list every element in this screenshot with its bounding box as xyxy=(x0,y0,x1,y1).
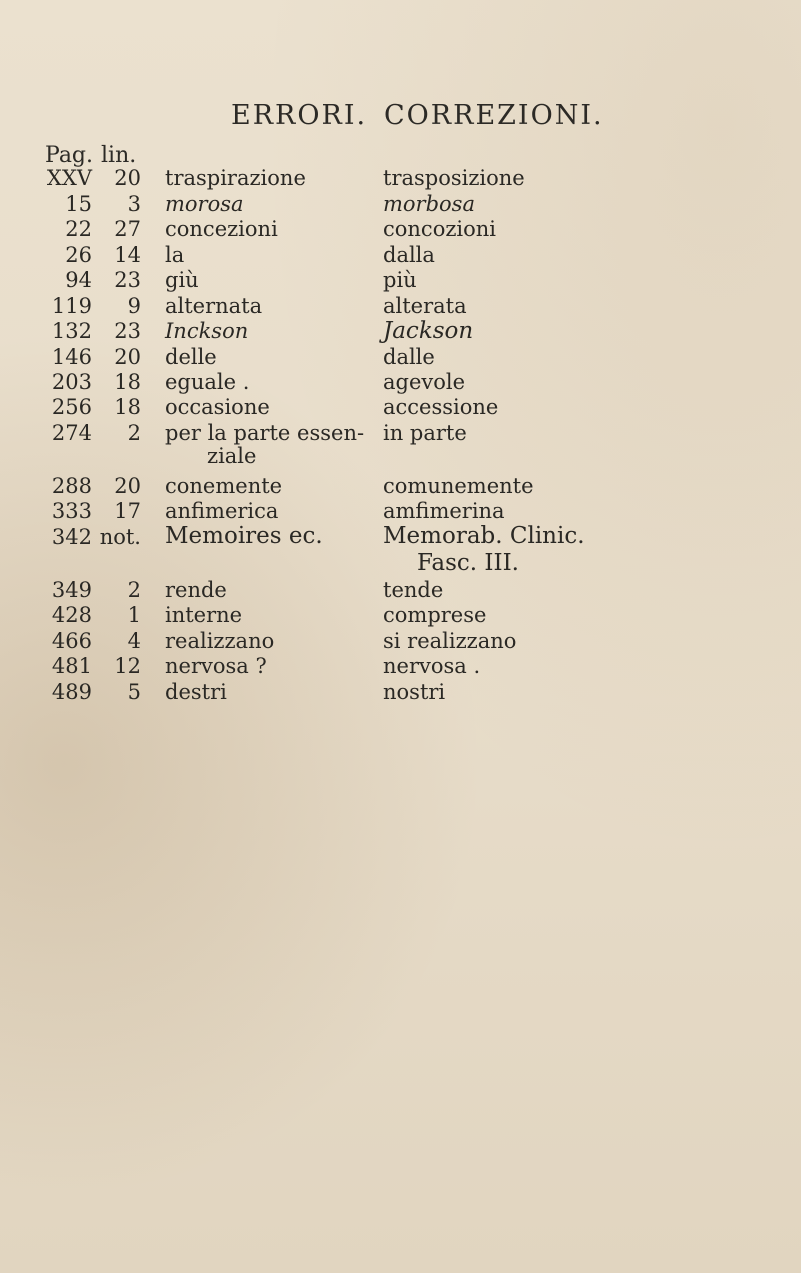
row-error-text: destri xyxy=(165,680,227,704)
row-correction-text: accessione xyxy=(383,395,499,419)
row-correction-text: si realizzano xyxy=(383,629,517,653)
row-page-number: 274 xyxy=(51,421,92,445)
row-error-text: interne xyxy=(165,603,243,627)
row-correction-text: comprese xyxy=(383,603,487,627)
row-line-number: 2 xyxy=(127,578,141,602)
row-error-text: morosa xyxy=(165,192,244,216)
row-correction-text: in parte xyxy=(383,421,467,445)
row-page-number: 489 xyxy=(51,680,92,704)
row-error-text: traspirazione xyxy=(165,166,306,190)
row-line-number: 12 xyxy=(114,654,141,678)
row-page-number: 256 xyxy=(51,395,92,419)
row-correction-text: nostri xyxy=(383,680,446,704)
errori-heading: ERRORI. xyxy=(231,100,368,131)
row-line-number: 18 xyxy=(114,395,141,419)
pag-column-header: Pag. xyxy=(45,143,94,168)
row-error-text: conemente xyxy=(165,474,283,498)
row-correction-text: comunemente xyxy=(383,474,534,498)
row-line-number: 23 xyxy=(114,319,141,343)
row-correction-text: morbosa xyxy=(383,192,475,216)
row-page-number: 119 xyxy=(51,294,92,318)
row-line-number: 23 xyxy=(114,268,141,292)
row-page-number: 333 xyxy=(51,499,92,523)
row-page-number: 481 xyxy=(51,654,92,678)
row-correction-text: Jackson xyxy=(383,318,474,344)
lin-column-header: lin. xyxy=(101,143,137,168)
row-correction-text: Memorab. Clinic. xyxy=(383,523,585,549)
row-line-number: 3 xyxy=(127,192,141,216)
row-error-text: eguale . xyxy=(165,370,250,394)
row-error-text: la xyxy=(165,243,185,267)
row-error-text: anfimerica xyxy=(165,499,279,523)
row-error-text: occasione xyxy=(165,395,270,419)
row-line-number: 1 xyxy=(127,603,141,627)
row-page-number: 466 xyxy=(51,629,92,653)
row-correction-text: nervosa . xyxy=(383,654,481,678)
row-page-number: XXV xyxy=(46,166,92,190)
row-error-text: per la parte essen- xyxy=(165,421,365,445)
row-error-text: Inckson xyxy=(165,319,249,343)
row-error-text: rende xyxy=(165,578,227,602)
correzioni-heading: CORREZIONI. xyxy=(384,100,604,131)
row-page-number: 22 xyxy=(65,217,92,241)
row-correction-text: agevole xyxy=(383,370,466,394)
row-correction-text: dalle xyxy=(383,345,435,369)
row-line-number: 18 xyxy=(114,370,141,394)
row-page-number: 26 xyxy=(65,243,92,267)
row-line-number: 14 xyxy=(114,243,141,267)
row-line-number: 20 xyxy=(114,345,141,369)
row-line-number: 27 xyxy=(114,217,141,241)
row-page-number: 146 xyxy=(51,345,92,369)
row-error-text: alternata xyxy=(165,294,263,318)
row-page-number: 132 xyxy=(51,319,92,343)
row-line-number: 9 xyxy=(127,294,141,318)
row-line-number: 2 xyxy=(127,421,141,445)
row-correction-text: tende xyxy=(383,578,444,602)
row-line-number: 20 xyxy=(114,474,141,498)
row-correction-text: amfimerina xyxy=(383,499,505,523)
row-correction-text: trasposizione xyxy=(383,166,525,190)
row-correction-text: alterata xyxy=(383,294,467,318)
row-error-text: delle xyxy=(165,345,217,369)
row-correction-text: concozioni xyxy=(383,217,496,241)
row-page-number: 15 xyxy=(65,192,92,216)
row-error-text: giù xyxy=(165,268,199,292)
row-page-number: 342 xyxy=(51,525,92,549)
row-correction-text: dalla xyxy=(383,243,435,267)
row-line-number: 20 xyxy=(114,166,141,190)
row-page-number: 428 xyxy=(51,603,92,627)
row-error-text-continuation: ziale xyxy=(207,444,257,468)
row-page-number: 203 xyxy=(51,370,92,394)
row-page-number: 94 xyxy=(65,268,92,292)
row-correction-text-continuation: Fasc. III. xyxy=(417,550,519,576)
row-page-number: 288 xyxy=(51,474,92,498)
row-correction-text: più xyxy=(383,268,417,292)
row-error-text: Memoires ec. xyxy=(165,523,323,549)
row-line-number: not. xyxy=(99,525,141,549)
row-error-text: concezioni xyxy=(165,217,278,241)
row-error-text: nervosa ? xyxy=(165,654,267,678)
row-line-number: 17 xyxy=(114,499,141,523)
row-line-number: 4 xyxy=(127,629,141,653)
row-page-number: 349 xyxy=(51,578,92,602)
row-line-number: 5 xyxy=(127,680,141,704)
row-error-text: realizzano xyxy=(165,629,275,653)
